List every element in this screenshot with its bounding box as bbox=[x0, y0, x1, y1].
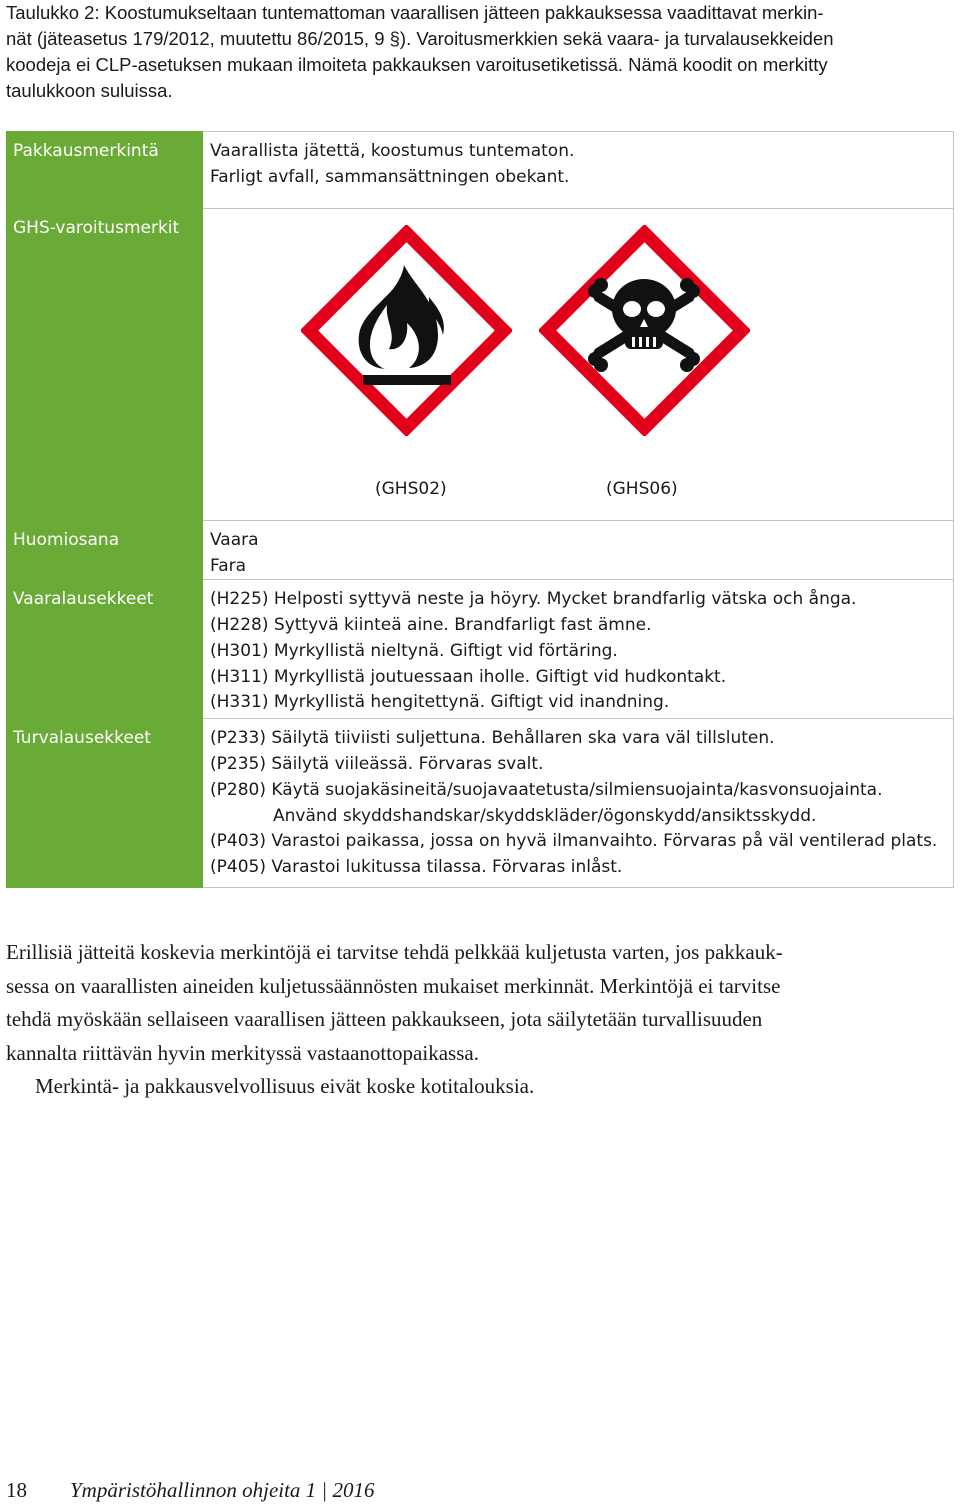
paragraph-line: Erillisiä jätteitä koskevia merkintöjä ei tarvitse tehdä pelkkää kuljetusta varten, jos pakkauk- bbox=[6, 940, 783, 964]
row-value-packaging bbox=[203, 132, 954, 209]
paragraph-line: tehdä myöskään sellaiseen vaarallisen jätteen pakkaukseen, jota säilytetään turvallisuuden bbox=[6, 1007, 763, 1031]
row-value-ghs bbox=[203, 209, 954, 521]
caption-line: koodeja ei CLP-asetuksen mukaan ilmoiteta pakkauksen varoitusetiketissä. Nämä koodit on merkitty bbox=[6, 54, 828, 75]
paragraph-line: Merkintä- ja pakkausvelvollisuus eivät koske kotitalouksia. bbox=[35, 1074, 535, 1098]
pictogram-code: (GHS06) bbox=[606, 479, 678, 499]
precaution-line: (P405) Varastoi lukitussa tilassa. Förvaras inlåst. bbox=[210, 856, 623, 877]
hazard-line: (H311) Myrkyllistä joutuessaan iholle. Giftigt vid hudkontakt. bbox=[210, 666, 727, 687]
row-value-signal bbox=[203, 521, 954, 580]
precaution-line: (P235) Säilytä viileässä. Förvaras svalt. bbox=[210, 754, 544, 775]
row-label-packaging: Pakkausmerkintä bbox=[7, 132, 203, 209]
table-row-signal bbox=[7, 521, 954, 580]
precaution-line: (P233) Säilytä tiiviisti suljettuna. Behållaren ska vara väl tillsluten. bbox=[210, 728, 775, 749]
table-row-ghs bbox=[7, 209, 954, 521]
caption-line: taulukkoon suluissa. bbox=[6, 80, 173, 101]
precaution-line: (P403) Varastoi paikassa, jossa on hyvä ilmanvaihto. Förvaras på väl ventilerad plats. bbox=[210, 831, 938, 852]
page-footer bbox=[6, 1478, 374, 1503]
caption-line: Taulukko 2: Koostumukseltaan tuntemattoman vaarallisen jätteen pakkauksessa vaadittavat merkin- bbox=[6, 2, 824, 23]
publication-title: Ympäristöhallinnon ohjeita 1 | 2016 bbox=[70, 1478, 375, 1502]
signal-line: Vaara bbox=[210, 530, 259, 550]
hazard-line: (H228) Syttyvä kiinteä aine. Brandfarligt fast ämne. bbox=[210, 615, 652, 636]
signal-line: Fara bbox=[210, 555, 247, 576]
caption-line: nät (jäteasetus 179/2012, muutettu 86/2015, 9 §). Varoitusmerkkien sekä vaara- ja turvalausekkeiden bbox=[6, 28, 834, 49]
table-caption bbox=[6, 0, 946, 104]
row-label-signal: Huomiosana bbox=[7, 521, 203, 580]
packaging-line: Farligt avfall, sammansättningen obekant. bbox=[210, 166, 570, 187]
packaging-line: Vaarallista jätettä, koostumus tuntematon. bbox=[210, 141, 575, 161]
paragraph-line: kannalta riittävän hyvin merkityssä vastaanottopaikassa. bbox=[6, 1040, 479, 1065]
table-row-precaution bbox=[7, 719, 954, 888]
hazard-line: (H331) Myrkyllistä hengitettynä. Giftigt vid inandning. bbox=[210, 692, 670, 713]
skull-crossbones-icon bbox=[539, 225, 750, 436]
table-row-hazard bbox=[7, 580, 954, 719]
flame-icon bbox=[301, 225, 512, 436]
row-label-hazard: Vaaralausekkeet bbox=[7, 580, 203, 719]
pictogram-code: (GHS02) bbox=[375, 479, 447, 499]
body-text bbox=[6, 936, 956, 1104]
precaution-line: (P280) Käytä suojakäsineitä/suojavaatetusta/silmiensuojainta/kasvonsuojainta. bbox=[210, 779, 883, 800]
row-label-precaution: Turvalausekkeet bbox=[7, 719, 203, 888]
row-label-ghs: GHS-varoitusmerkit bbox=[7, 209, 203, 521]
row-value-precaution bbox=[203, 719, 954, 888]
hazard-line: (H225) Helposti syttyvä neste ja höyry. Mycket brandfarlig vätska och ånga. bbox=[210, 589, 857, 610]
hazard-line: (H301) Myrkyllistä nieltynä. Giftigt vid förtäring. bbox=[210, 640, 618, 661]
paragraph-line: sessa on vaarallisten aineiden kuljetussäännösten mukaiset merkinnät. Merkintöjä ei tarvitse bbox=[6, 973, 781, 998]
table-row-packaging bbox=[7, 132, 954, 209]
pictogram-area bbox=[203, 209, 953, 520]
page-number: 18 bbox=[6, 1478, 27, 1502]
row-value-hazard bbox=[203, 580, 954, 719]
precaution-line: Använd skyddshandskar/skyddskläder/ögonskydd/ansiktsskydd. bbox=[273, 805, 817, 826]
marking-table bbox=[6, 131, 954, 888]
